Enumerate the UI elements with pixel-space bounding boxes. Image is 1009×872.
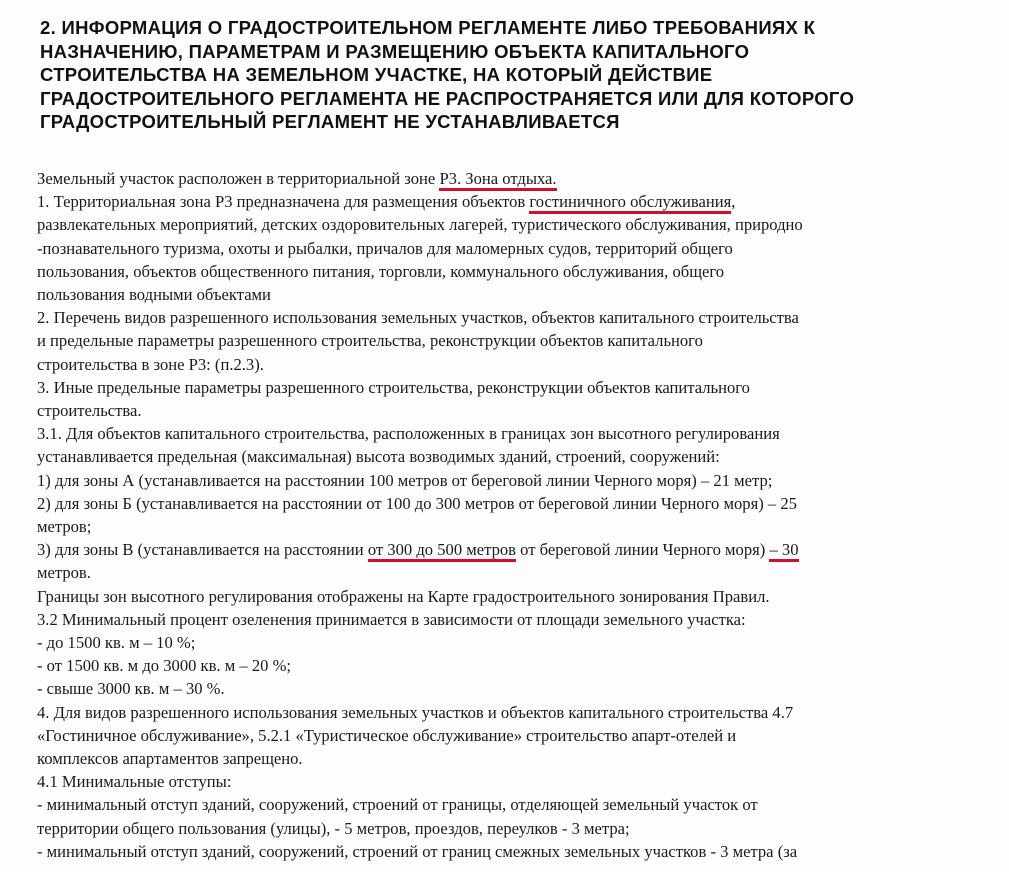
zone-v-line [37, 538, 977, 561]
highlighted-zone-name: Р3. Зона отдыха. [439, 169, 556, 191]
paragraph-text: 1. Территориальная зона Р3 предназначена для размещения объектов [37, 192, 530, 212]
paragraph-text: от береговой линии Черного моря) [516, 540, 770, 560]
zone-b-line: 2) для зоны Б (устанавливается на расстоянии от 100 до 300 метров от береговой линии Черного моря) – 25 [37, 493, 797, 513]
zone-b-line: метров; [37, 517, 92, 537]
setback-item: территории общего пользования (улицы), - 5 метров, проездов, переулков - 3 метра; [37, 818, 630, 838]
greening-item: - свыше 3000 кв. м – 30 %. [37, 679, 225, 699]
paragraph-1-line [37, 190, 977, 213]
heading-line: СТРОИТЕЛЬСТВА НА ЗЕМЕЛЬНОМ УЧАСТКЕ, НА КОТОРЫЙ ДЕЙСТВИЕ [40, 64, 713, 85]
greening-item: - до 1500 кв. м – 10 %; [37, 633, 196, 653]
paragraph-2-line: строительства в зоне Р3: (п.2.3). [37, 354, 264, 374]
paragraph-4-line: 4. Для видов разрешенного использования земельных участков и объектов капитального строительства 4.7 [37, 702, 794, 722]
heading-line: ГРАДОСТРОИТЕЛЬНЫЙ РЕГЛАМЕНТ НЕ УСТАНАВЛИВАЕТСЯ [40, 111, 620, 132]
highlighted-height: – 30 [769, 540, 798, 562]
setback-item: - минимальный отступ зданий, сооружений, строений от границ смежных земельных участков - 3 метра (за [37, 841, 798, 861]
paragraph-3-line: 3. Иные предельные параметры разрешенного строительства, реконструкции объектов капитального [37, 377, 750, 397]
paragraph-4-line: комплексов апартаментов запрещено. [37, 749, 303, 769]
paragraph-2-line: и предельные параметры разрешенного строительства, реконструкции объектов капитального [37, 331, 703, 351]
greening-item: - от 1500 кв. м до 3000 кв. м – 20 %; [37, 656, 292, 676]
setback-item: - минимальный отступ зданий, сооружений, строений от границы, отделяющей земельный участок от [37, 795, 758, 815]
paragraph-2-line: 2. Перечень видов разрешенного использования земельных участков, объектов капитального строительства [37, 308, 799, 328]
paragraph-3-2-line: 3.2 Минимальный процент озеленения принимается в зависимости от площади земельного участка: [37, 609, 746, 629]
paragraph-1-line: развлекательных мероприятий, детских оздоровительных лагерей, туристического обслуживания, природно [37, 215, 803, 235]
heading-line: 2. ИНФОРМАЦИЯ О ГРАДОСТРОИТЕЛЬНОМ РЕГЛАМЕНТЕ ЛИБО ТРЕБОВАНИЯХ К [40, 17, 816, 38]
highlighted-distance: от 300 до 500 метров [368, 540, 516, 562]
paragraph-1-line: -познавательного туризма, охоты и рыбалки, причалов для маломерных судов, территорий общего [37, 238, 733, 258]
zone-v-line: метров. [37, 563, 91, 583]
paragraph-3-line: строительства. [37, 401, 142, 421]
paragraph-3-1-line: 3.1. Для объектов капитального строительства, расположенных в границах зон высотного регулирования [37, 424, 780, 444]
zones-map-line: Границы зон высотного регулирования отображены на Карте градостроительного зонирования Правил. [37, 586, 770, 606]
zone-line [37, 167, 977, 190]
paragraph-1-line: пользования водными объектами [37, 285, 271, 305]
document-body [37, 167, 977, 863]
highlighted-hotel-service: гостиничного обслуживания [529, 192, 731, 214]
heading-line: НАЗНАЧЕНИЮ, ПАРАМЕТРАМ И РАЗМЕЩЕНИЮ ОБЪЕКТА КАПИТАЛЬНОГО [40, 40, 750, 62]
paragraph-1-line: пользования, объектов общественного питания, торговли, коммунального обслуживания, общего [37, 261, 725, 281]
paragraph-3-1-line: устанавливается предельная (максимальная) высота возводимых зданий, строений, сооружений: [37, 447, 720, 467]
paragraph-4-1-line: 4.1 Минимальные отступы: [37, 772, 232, 792]
paragraph-4-line: «Гостиничное обслуживание», 5.2.1 «Туристическое обслуживание» строительство апарт-отелей и [37, 725, 737, 745]
heading-line: ГРАДОСТРОИТЕЛЬНОГО РЕГЛАМЕНТА НЕ РАСПРОСТРАНЯЕТСЯ ИЛИ ДЛЯ КОТОРОГО [40, 87, 855, 109]
section-heading [40, 16, 940, 134]
zone-intro-text: Земельный участок расположен в территориальной зоне [37, 169, 440, 188]
zone-a-line: 1) для зоны А (устанавливается на расстоянии 100 метров от береговой линии Черного моря) – 21 метр; [37, 470, 773, 490]
paragraph-text: 3) для зоны В (устанавливается на расстоянии [37, 540, 368, 560]
paragraph-text: , [731, 192, 736, 212]
